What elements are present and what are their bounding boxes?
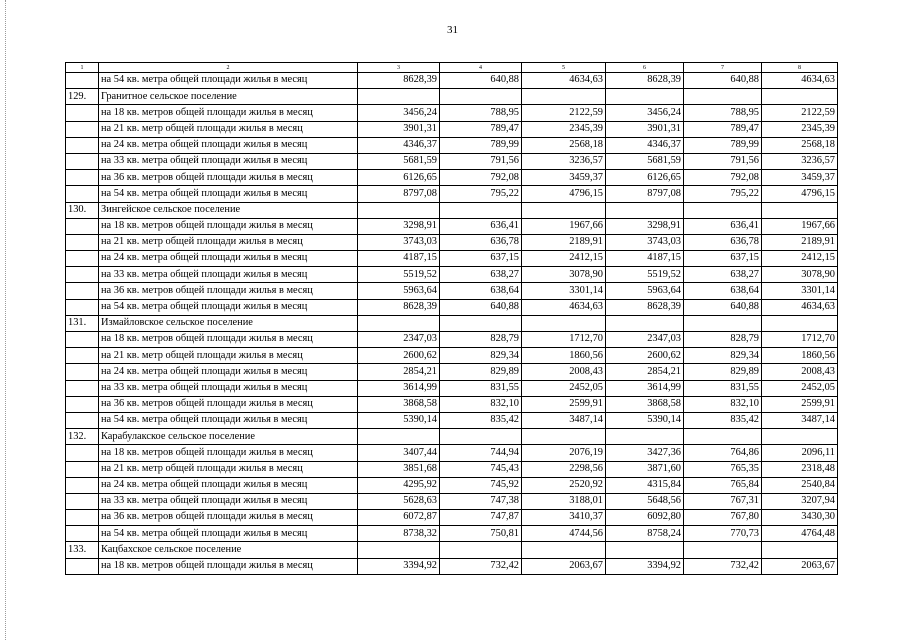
value-cell: 3394,92	[606, 558, 684, 574]
table-row	[66, 105, 838, 121]
area-description: на 33 кв. метра общей площади жилья в месяц	[99, 493, 358, 509]
value-cell: 3459,37	[522, 170, 606, 186]
column-number: 4	[440, 63, 522, 73]
value-cell: 6126,65	[606, 170, 684, 186]
value-cell: 3456,24	[358, 105, 440, 121]
value-cell: 1967,66	[522, 218, 606, 234]
value-cell: 5648,56	[606, 493, 684, 509]
value-cell	[606, 429, 684, 445]
row-index: 130.	[66, 202, 99, 218]
value-cell: 636,78	[684, 234, 762, 250]
row-index	[66, 283, 99, 299]
value-cell: 3743,03	[606, 234, 684, 250]
value-cell: 832,10	[440, 396, 522, 412]
row-index	[66, 234, 99, 250]
value-cell	[440, 315, 522, 331]
value-cell: 2599,91	[762, 396, 838, 412]
row-index	[66, 558, 99, 574]
row-index	[66, 105, 99, 121]
value-cell: 3851,68	[358, 461, 440, 477]
value-cell: 732,42	[440, 558, 522, 574]
value-cell: 4634,63	[522, 299, 606, 315]
value-cell	[606, 315, 684, 331]
area-description: на 54 кв. метра общей площади жилья в месяц	[99, 73, 358, 89]
value-cell: 767,31	[684, 493, 762, 509]
value-cell: 4796,15	[762, 186, 838, 202]
settlement-name: Кацбахское сельское поселение	[99, 542, 358, 558]
value-cell	[762, 542, 838, 558]
value-cell: 829,89	[684, 364, 762, 380]
settlement-name: Карабулакское сельское поселение	[99, 429, 358, 445]
area-description: на 18 кв. метров общей площади жилья в месяц	[99, 332, 358, 348]
row-index	[66, 461, 99, 477]
area-description: на 21 кв. метр общей площади жилья в месяц	[99, 348, 358, 364]
value-cell: 5628,63	[358, 493, 440, 509]
value-cell	[684, 429, 762, 445]
value-cell: 745,43	[440, 461, 522, 477]
value-cell: 791,56	[684, 153, 762, 169]
value-cell	[762, 315, 838, 331]
value-cell: 829,89	[440, 364, 522, 380]
value-cell	[762, 429, 838, 445]
row-index	[66, 364, 99, 380]
value-cell: 6126,65	[358, 170, 440, 186]
value-cell: 4315,84	[606, 477, 684, 493]
column-number: 8	[762, 63, 838, 73]
table-row	[66, 283, 838, 299]
value-cell: 3188,01	[522, 493, 606, 509]
value-cell: 789,99	[440, 137, 522, 153]
value-cell	[762, 202, 838, 218]
value-cell: 792,08	[440, 170, 522, 186]
value-cell: 638,27	[684, 267, 762, 283]
value-cell: 3901,31	[606, 121, 684, 137]
value-cell: 3078,90	[522, 267, 606, 283]
settlement-name: Измайловское сельское поселение	[99, 315, 358, 331]
table-row	[66, 234, 838, 250]
value-cell: 1712,70	[522, 332, 606, 348]
area-description: на 18 кв. метров общей площади жилья в месяц	[99, 558, 358, 574]
value-cell: 829,34	[684, 348, 762, 364]
value-cell	[684, 202, 762, 218]
value-cell: 638,27	[440, 267, 522, 283]
value-cell: 732,42	[684, 558, 762, 574]
row-index	[66, 251, 99, 267]
value-cell: 1860,56	[522, 348, 606, 364]
value-cell: 4634,63	[522, 73, 606, 89]
table-row	[66, 461, 838, 477]
value-cell: 4346,37	[358, 137, 440, 153]
area-description: на 24 кв. метра общей площади жилья в месяц	[99, 251, 358, 267]
settlement-row	[66, 429, 838, 445]
value-cell: 828,79	[684, 332, 762, 348]
table-body	[66, 63, 838, 575]
value-cell: 8628,39	[358, 299, 440, 315]
area-description: на 21 кв. метр общей площади жилья в месяц	[99, 461, 358, 477]
value-cell	[522, 202, 606, 218]
table-row	[66, 412, 838, 428]
value-cell	[684, 89, 762, 105]
value-cell: 640,88	[684, 299, 762, 315]
column-number: 6	[606, 63, 684, 73]
value-cell: 3459,37	[762, 170, 838, 186]
value-cell: 636,78	[440, 234, 522, 250]
area-description: на 24 кв. метра общей площади жилья в месяц	[99, 477, 358, 493]
value-cell	[440, 542, 522, 558]
settlement-name: Зингейское сельское поселение	[99, 202, 358, 218]
row-index	[66, 267, 99, 283]
value-cell: 831,55	[684, 380, 762, 396]
row-index	[66, 186, 99, 202]
value-cell: 638,64	[440, 283, 522, 299]
table-row	[66, 332, 838, 348]
settlement-row	[66, 202, 838, 218]
value-cell: 767,80	[684, 510, 762, 526]
value-cell: 788,95	[440, 105, 522, 121]
value-cell: 637,15	[440, 251, 522, 267]
value-cell	[684, 315, 762, 331]
value-cell: 795,22	[440, 186, 522, 202]
value-cell: 2008,43	[522, 364, 606, 380]
value-cell: 2122,59	[762, 105, 838, 121]
value-cell	[762, 89, 838, 105]
value-cell: 770,73	[684, 526, 762, 542]
value-cell: 3868,58	[358, 396, 440, 412]
row-index	[66, 332, 99, 348]
row-index: 132.	[66, 429, 99, 445]
value-cell: 3427,36	[606, 445, 684, 461]
area-description: на 33 кв. метра общей площади жилья в месяц	[99, 267, 358, 283]
value-cell	[522, 429, 606, 445]
value-cell: 4796,15	[522, 186, 606, 202]
value-cell: 2854,21	[606, 364, 684, 380]
value-cell: 5963,64	[606, 283, 684, 299]
table-row	[66, 558, 838, 574]
value-cell: 3456,24	[606, 105, 684, 121]
value-cell: 789,47	[684, 121, 762, 137]
row-index	[66, 73, 99, 89]
tariff-table	[65, 62, 838, 575]
value-cell: 637,15	[684, 251, 762, 267]
value-cell: 2076,19	[522, 445, 606, 461]
value-cell: 2347,03	[358, 332, 440, 348]
table-row	[66, 170, 838, 186]
value-cell: 3614,99	[358, 380, 440, 396]
value-cell: 2568,18	[762, 137, 838, 153]
value-cell: 4634,63	[762, 73, 838, 89]
value-cell: 5519,52	[358, 267, 440, 283]
area-description: на 21 кв. метр общей площади жилья в месяц	[99, 234, 358, 250]
value-cell: 3430,30	[762, 510, 838, 526]
area-description: на 54 кв. метра общей площади жилья в месяц	[99, 412, 358, 428]
value-cell: 3868,58	[606, 396, 684, 412]
value-cell: 747,87	[440, 510, 522, 526]
value-cell: 3298,91	[606, 218, 684, 234]
row-index	[66, 380, 99, 396]
value-cell: 4764,48	[762, 526, 838, 542]
row-index	[66, 348, 99, 364]
row-index	[66, 493, 99, 509]
settlement-row	[66, 315, 838, 331]
value-cell: 2599,91	[522, 396, 606, 412]
table-row	[66, 510, 838, 526]
value-cell	[358, 315, 440, 331]
value-cell: 2008,43	[762, 364, 838, 380]
value-cell: 4634,63	[762, 299, 838, 315]
table-row	[66, 121, 838, 137]
value-cell: 3743,03	[358, 234, 440, 250]
value-cell	[358, 542, 440, 558]
row-index: 131.	[66, 315, 99, 331]
value-cell: 5519,52	[606, 267, 684, 283]
area-description: на 54 кв. метра общей площади жилья в месяц	[99, 186, 358, 202]
area-description: на 36 кв. метров общей площади жилья в месяц	[99, 510, 358, 526]
table-row	[66, 153, 838, 169]
value-cell: 750,81	[440, 526, 522, 542]
value-cell: 3394,92	[358, 558, 440, 574]
settlement-row	[66, 89, 838, 105]
value-cell	[522, 315, 606, 331]
table-row	[66, 218, 838, 234]
value-cell: 5681,59	[358, 153, 440, 169]
value-cell: 2096,11	[762, 445, 838, 461]
table-row	[66, 380, 838, 396]
area-description: на 33 кв. метра общей площади жилья в месяц	[99, 380, 358, 396]
value-cell: 3207,94	[762, 493, 838, 509]
area-description: на 54 кв. метра общей площади жилья в месяц	[99, 299, 358, 315]
table-row	[66, 299, 838, 315]
row-index	[66, 477, 99, 493]
value-cell: 2568,18	[522, 137, 606, 153]
area-description: на 18 кв. метров общей площади жилья в месяц	[99, 218, 358, 234]
value-cell: 4187,15	[358, 251, 440, 267]
row-index	[66, 396, 99, 412]
column-number: 7	[684, 63, 762, 73]
value-cell: 5963,64	[358, 283, 440, 299]
table-row	[66, 445, 838, 461]
value-cell: 8797,08	[606, 186, 684, 202]
value-cell: 2063,67	[522, 558, 606, 574]
row-index	[66, 121, 99, 137]
value-cell: 3301,14	[522, 283, 606, 299]
settlement-row	[66, 542, 838, 558]
value-cell: 2345,39	[762, 121, 838, 137]
value-cell: 640,88	[440, 299, 522, 315]
settlement-name: Гранитное сельское поселение	[99, 89, 358, 105]
value-cell: 765,84	[684, 477, 762, 493]
value-cell: 4346,37	[606, 137, 684, 153]
area-description: на 21 кв. метр общей площади жилья в месяц	[99, 121, 358, 137]
value-cell: 3407,44	[358, 445, 440, 461]
value-cell: 2063,67	[762, 558, 838, 574]
value-cell: 3614,99	[606, 380, 684, 396]
table-row	[66, 137, 838, 153]
value-cell: 8628,39	[606, 73, 684, 89]
value-cell	[440, 202, 522, 218]
table-row	[66, 348, 838, 364]
value-cell: 2452,05	[522, 380, 606, 396]
value-cell: 832,10	[684, 396, 762, 412]
value-cell	[522, 542, 606, 558]
value-cell: 828,79	[440, 332, 522, 348]
row-index: 129.	[66, 89, 99, 105]
value-cell: 2189,91	[522, 234, 606, 250]
value-cell: 5681,59	[606, 153, 684, 169]
value-cell: 2520,92	[522, 477, 606, 493]
table-row	[66, 251, 838, 267]
value-cell	[522, 89, 606, 105]
value-cell	[684, 542, 762, 558]
area-description: на 24 кв. метра общей площади жилья в месяц	[99, 364, 358, 380]
value-cell: 4744,56	[522, 526, 606, 542]
value-cell	[440, 429, 522, 445]
value-cell: 789,47	[440, 121, 522, 137]
value-cell: 4187,15	[606, 251, 684, 267]
value-cell: 2298,56	[522, 461, 606, 477]
table-row	[66, 186, 838, 202]
value-cell: 5390,14	[358, 412, 440, 428]
value-cell	[358, 89, 440, 105]
value-cell: 2189,91	[762, 234, 838, 250]
value-cell: 2540,84	[762, 477, 838, 493]
value-cell: 829,34	[440, 348, 522, 364]
value-cell: 789,99	[684, 137, 762, 153]
value-cell: 640,88	[684, 73, 762, 89]
row-index	[66, 170, 99, 186]
value-cell: 3236,57	[762, 153, 838, 169]
row-index	[66, 445, 99, 461]
value-cell: 8797,08	[358, 186, 440, 202]
value-cell: 2412,15	[522, 251, 606, 267]
value-cell: 1967,66	[762, 218, 838, 234]
table-row	[66, 493, 838, 509]
value-cell	[440, 89, 522, 105]
row-index	[66, 218, 99, 234]
area-description: на 36 кв. метров общей площади жилья в месяц	[99, 283, 358, 299]
value-cell: 3487,14	[762, 412, 838, 428]
value-cell: 831,55	[440, 380, 522, 396]
area-description: на 36 кв. метров общей площади жилья в месяц	[99, 396, 358, 412]
value-cell: 764,86	[684, 445, 762, 461]
value-cell: 3236,57	[522, 153, 606, 169]
column-number-row	[66, 63, 838, 73]
value-cell: 636,41	[684, 218, 762, 234]
page-number: 31	[447, 24, 458, 36]
value-cell: 2452,05	[762, 380, 838, 396]
area-description: на 24 кв. метра общей площади жилья в месяц	[99, 137, 358, 153]
column-number: 5	[522, 63, 606, 73]
area-description: на 18 кв. метров общей площади жилья в месяц	[99, 105, 358, 121]
value-cell: 640,88	[440, 73, 522, 89]
area-description: на 54 кв. метра общей площади жилья в месяц	[99, 526, 358, 542]
value-cell: 835,42	[440, 412, 522, 428]
value-cell: 1860,56	[762, 348, 838, 364]
row-index	[66, 510, 99, 526]
value-cell: 6072,87	[358, 510, 440, 526]
column-number: 3	[358, 63, 440, 73]
value-cell: 8628,39	[358, 73, 440, 89]
row-index: 133.	[66, 542, 99, 558]
value-cell: 795,22	[684, 186, 762, 202]
value-cell	[606, 89, 684, 105]
value-cell: 6092,80	[606, 510, 684, 526]
table-row	[66, 267, 838, 283]
value-cell: 2600,62	[358, 348, 440, 364]
value-cell: 2347,03	[606, 332, 684, 348]
value-cell	[358, 429, 440, 445]
area-description: на 33 кв. метра общей площади жилья в месяц	[99, 153, 358, 169]
value-cell	[606, 202, 684, 218]
value-cell: 792,08	[684, 170, 762, 186]
row-index	[66, 412, 99, 428]
value-cell: 3078,90	[762, 267, 838, 283]
value-cell: 3410,37	[522, 510, 606, 526]
row-index	[66, 526, 99, 542]
column-number: 2	[99, 63, 358, 73]
table-row	[66, 364, 838, 380]
area-description: на 36 кв. метров общей площади жилья в месяц	[99, 170, 358, 186]
value-cell: 8628,39	[606, 299, 684, 315]
row-index	[66, 153, 99, 169]
value-cell: 791,56	[440, 153, 522, 169]
row-index	[66, 299, 99, 315]
value-cell: 638,64	[684, 283, 762, 299]
value-cell: 4295,92	[358, 477, 440, 493]
value-cell: 2412,15	[762, 251, 838, 267]
value-cell: 744,94	[440, 445, 522, 461]
row-index	[66, 137, 99, 153]
value-cell: 8738,32	[358, 526, 440, 542]
value-cell: 3298,91	[358, 218, 440, 234]
value-cell: 636,41	[440, 218, 522, 234]
value-cell: 8758,24	[606, 526, 684, 542]
value-cell: 747,38	[440, 493, 522, 509]
value-cell	[606, 542, 684, 558]
value-cell: 2122,59	[522, 105, 606, 121]
table-row	[66, 396, 838, 412]
column-number: 1	[66, 63, 99, 73]
value-cell: 765,35	[684, 461, 762, 477]
value-cell	[358, 202, 440, 218]
value-cell: 2854,21	[358, 364, 440, 380]
table-row	[66, 477, 838, 493]
value-cell: 3901,31	[358, 121, 440, 137]
value-cell: 2600,62	[606, 348, 684, 364]
value-cell: 3487,14	[522, 412, 606, 428]
value-cell: 3871,60	[606, 461, 684, 477]
value-cell: 5390,14	[606, 412, 684, 428]
page-edge	[5, 0, 6, 640]
table-row	[66, 73, 838, 89]
value-cell: 745,92	[440, 477, 522, 493]
value-cell: 2345,39	[522, 121, 606, 137]
value-cell: 1712,70	[762, 332, 838, 348]
value-cell: 3301,14	[762, 283, 838, 299]
area-description: на 18 кв. метров общей площади жилья в месяц	[99, 445, 358, 461]
value-cell: 788,95	[684, 105, 762, 121]
value-cell: 835,42	[684, 412, 762, 428]
value-cell: 2318,48	[762, 461, 838, 477]
table-row	[66, 526, 838, 542]
